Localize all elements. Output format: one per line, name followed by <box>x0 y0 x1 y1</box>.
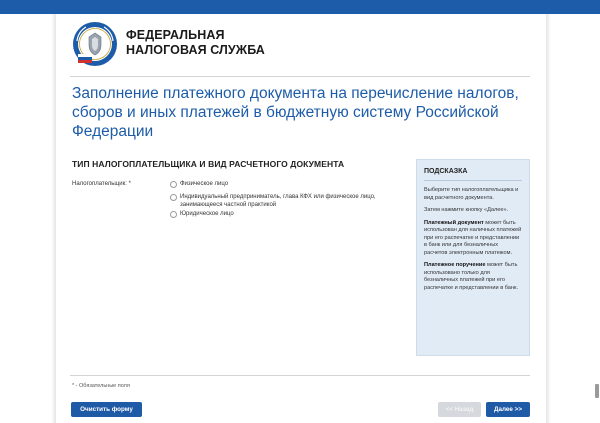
option-legal-entity-label: Юридическое лицо <box>180 211 234 217</box>
hint-paragraph-4 <box>424 262 522 292</box>
option-individual[interactable] <box>170 181 228 189</box>
hint-text-4: может быть использовано только для безналичных платежей при его распечатке и представлении в банк. <box>424 262 519 291</box>
fns-emblem-icon[interactable] <box>72 21 118 67</box>
radio-legal-entity[interactable] <box>170 211 177 218</box>
scrollbar-thumb[interactable] <box>595 384 599 398</box>
taxpayer-label <box>72 181 131 187</box>
hint-term-payment-order: Платежное поручение <box>424 262 486 268</box>
page-shadow-right <box>546 14 550 423</box>
radio-individual[interactable] <box>170 181 177 188</box>
next-button[interactable]: Далее >> <box>486 402 530 417</box>
radio-entrepreneur[interactable] <box>170 194 177 201</box>
org-name-line2: НАЛОГОВАЯ СЛУЖБА <box>126 43 265 57</box>
hint-paragraph-1: Выберите тип налогоплательщика и вид расчетного документа. <box>424 187 519 201</box>
section-title: ТИП НАЛОГОПЛАТЕЛЬЩИКА И ВИД РАСЧЕТНОГО ДОКУМЕНТА <box>72 159 345 169</box>
hint-term-payment-document: Платежный документ <box>424 219 484 226</box>
taxpayer-label-text: Налогоплательщик: <box>72 181 127 187</box>
org-name-line1: ФЕДЕРАЛЬНАЯ <box>126 28 225 42</box>
hint-text-3: может быть использован для наличных платежей при его распечатке и представлении в банк или для безналичных расчетов электронным платежом. <box>424 219 522 256</box>
hint-divider <box>424 180 522 181</box>
option-individual-label: Физическое лицо <box>180 181 229 187</box>
hint-paragraph-2: Затем нажмите кнопку «Далее». <box>424 207 509 213</box>
required-marker: * <box>128 181 131 187</box>
org-name <box>126 28 265 58</box>
hint-panel <box>416 159 530 356</box>
option-entrepreneur[interactable] <box>170 194 390 209</box>
top-bar <box>0 0 600 14</box>
option-entrepreneur-label: Индивидуальный предприниматель, глава КФХ или физическое лицо, занимающееся частной практикой <box>180 194 376 208</box>
header-divider <box>70 76 530 77</box>
back-button[interactable]: << Назад <box>438 402 481 417</box>
page-title: Заполнение платежного документа на перечисление налогов, сборов и иных платежей в бюджетную систему Российской Федерации <box>72 85 519 140</box>
option-legal-entity[interactable] <box>170 211 234 219</box>
footer-divider <box>70 375 530 376</box>
hint-title: ПОДСКАЗКА <box>424 168 468 175</box>
clear-form-button[interactable]: Очистить форму <box>71 402 142 417</box>
required-note: * - Обязательные поля <box>72 383 130 389</box>
hint-paragraph-3 <box>424 220 522 258</box>
